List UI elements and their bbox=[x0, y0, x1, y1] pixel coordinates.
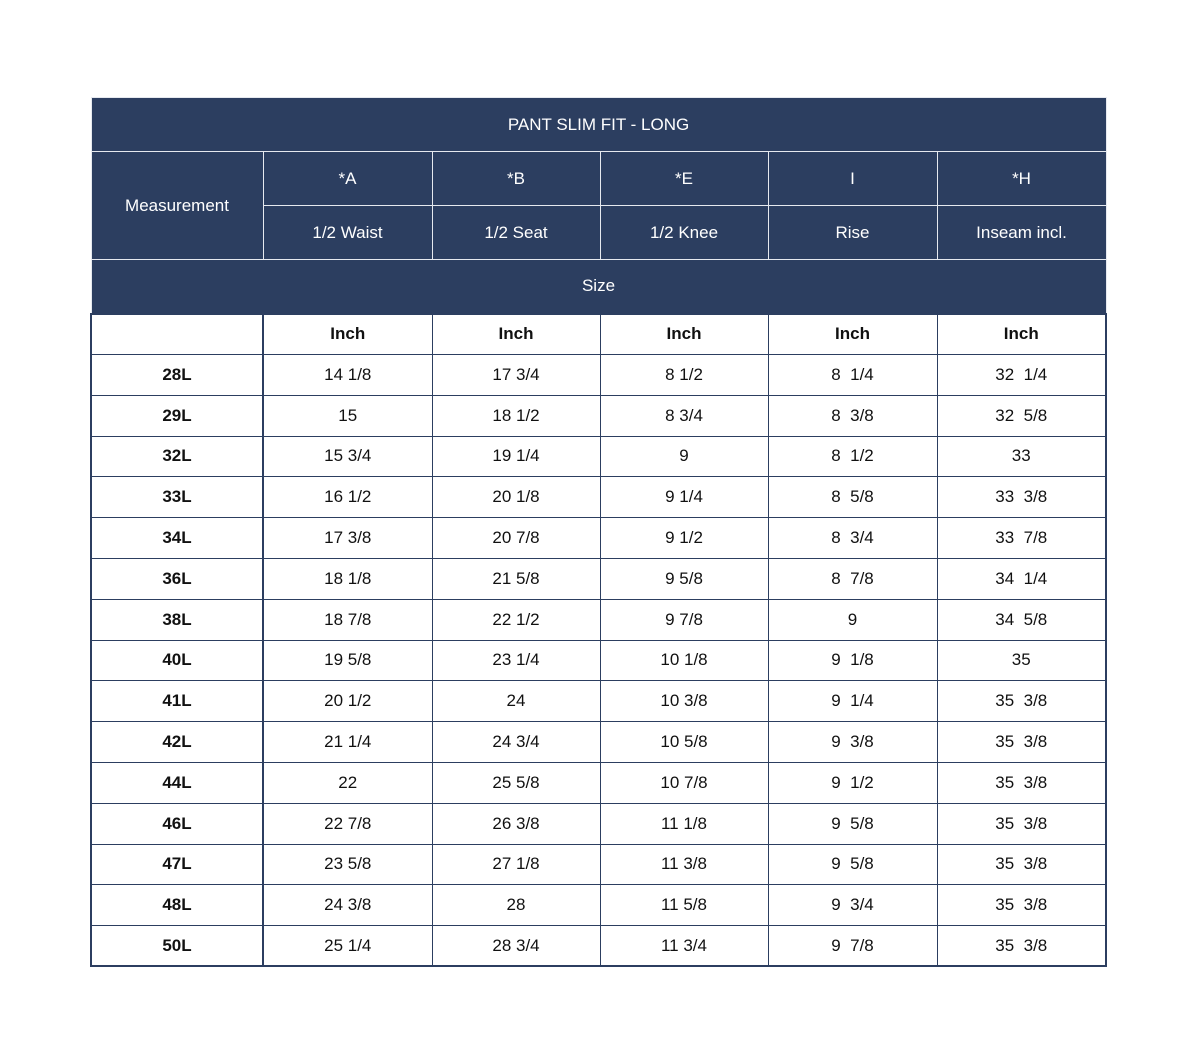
value-cell: 25 5/8 bbox=[432, 762, 600, 803]
table-row bbox=[91, 722, 1106, 763]
value-cell: 33 bbox=[937, 436, 1106, 477]
value-cell: 17 3/8 bbox=[263, 518, 432, 559]
unit-blank-cell bbox=[91, 314, 263, 355]
table-row bbox=[91, 355, 1106, 396]
unit-row bbox=[91, 314, 1106, 355]
size-cell: 40L bbox=[91, 640, 263, 681]
value-cell: 26 3/8 bbox=[432, 803, 600, 844]
value-cell: 8 7/8 bbox=[768, 558, 937, 599]
table-body bbox=[91, 355, 1106, 967]
value-cell: 35 3/8 bbox=[937, 926, 1106, 967]
value-cell: 19 5/8 bbox=[263, 640, 432, 681]
value-cell: 8 3/8 bbox=[768, 395, 937, 436]
table-row bbox=[91, 395, 1106, 436]
table-row bbox=[91, 436, 1106, 477]
value-cell: 18 1/8 bbox=[263, 558, 432, 599]
value-cell: 18 7/8 bbox=[263, 599, 432, 640]
table-row bbox=[91, 599, 1106, 640]
unit-cell: Inch bbox=[432, 314, 600, 355]
value-cell: 9 1/2 bbox=[600, 518, 768, 559]
value-cell: 23 5/8 bbox=[263, 844, 432, 885]
value-cell: 17 3/4 bbox=[432, 355, 600, 396]
value-cell: 8 1/4 bbox=[768, 355, 937, 396]
column-name: 1/2 Seat bbox=[432, 206, 600, 260]
value-cell: 21 1/4 bbox=[263, 722, 432, 763]
column-letter: *B bbox=[432, 152, 600, 206]
value-cell: 9 1/2 bbox=[768, 762, 937, 803]
value-cell: 8 3/4 bbox=[600, 395, 768, 436]
size-cell: 44L bbox=[91, 762, 263, 803]
value-cell: 35 3/8 bbox=[937, 681, 1106, 722]
value-cell: 35 3/8 bbox=[937, 762, 1106, 803]
value-cell: 22 7/8 bbox=[263, 803, 432, 844]
value-cell: 34 1/4 bbox=[937, 558, 1106, 599]
table-row bbox=[91, 640, 1106, 681]
value-cell: 25 1/4 bbox=[263, 926, 432, 967]
value-cell: 8 3/4 bbox=[768, 518, 937, 559]
value-cell: 33 3/8 bbox=[937, 477, 1106, 518]
column-name: 1/2 Waist bbox=[263, 206, 432, 260]
value-cell: 35 3/8 bbox=[937, 803, 1106, 844]
value-cell: 9 bbox=[768, 599, 937, 640]
value-cell: 9 1/8 bbox=[768, 640, 937, 681]
value-cell: 9 bbox=[600, 436, 768, 477]
column-letter-row bbox=[91, 152, 1106, 206]
value-cell: 10 5/8 bbox=[600, 722, 768, 763]
table-row bbox=[91, 558, 1106, 599]
value-cell: 9 7/8 bbox=[768, 926, 937, 967]
column-letter: I bbox=[768, 152, 937, 206]
value-cell: 35 bbox=[937, 640, 1106, 681]
value-cell: 11 1/8 bbox=[600, 803, 768, 844]
size-cell: 50L bbox=[91, 926, 263, 967]
value-cell: 23 1/4 bbox=[432, 640, 600, 681]
table-row bbox=[91, 518, 1106, 559]
value-cell: 24 3/4 bbox=[432, 722, 600, 763]
size-cell: 32L bbox=[91, 436, 263, 477]
column-name: Inseam incl. bbox=[937, 206, 1106, 260]
unit-cell: Inch bbox=[263, 314, 432, 355]
column-letter: *A bbox=[263, 152, 432, 206]
size-label: Size bbox=[91, 260, 1106, 314]
unit-cell: Inch bbox=[768, 314, 937, 355]
value-cell: 32 5/8 bbox=[937, 395, 1106, 436]
size-cell: 38L bbox=[91, 599, 263, 640]
value-cell: 33 7/8 bbox=[937, 518, 1106, 559]
value-cell: 19 1/4 bbox=[432, 436, 600, 477]
value-cell: 32 1/4 bbox=[937, 355, 1106, 396]
size-chart-table bbox=[90, 97, 1107, 967]
value-cell: 10 1/8 bbox=[600, 640, 768, 681]
value-cell: 9 5/8 bbox=[768, 844, 937, 885]
value-cell: 35 3/8 bbox=[937, 844, 1106, 885]
value-cell: 10 3/8 bbox=[600, 681, 768, 722]
value-cell: 8 5/8 bbox=[768, 477, 937, 518]
size-cell: 36L bbox=[91, 558, 263, 599]
value-cell: 34 5/8 bbox=[937, 599, 1106, 640]
value-cell: 22 1/2 bbox=[432, 599, 600, 640]
value-cell: 9 3/4 bbox=[768, 885, 937, 926]
size-cell: 34L bbox=[91, 518, 263, 559]
value-cell: 11 3/8 bbox=[600, 844, 768, 885]
value-cell: 11 3/4 bbox=[600, 926, 768, 967]
unit-cell: Inch bbox=[937, 314, 1106, 355]
table-title-row bbox=[91, 98, 1106, 152]
table-row bbox=[91, 803, 1106, 844]
value-cell: 21 5/8 bbox=[432, 558, 600, 599]
value-cell: 9 7/8 bbox=[600, 599, 768, 640]
value-cell: 20 1/8 bbox=[432, 477, 600, 518]
value-cell: 28 bbox=[432, 885, 600, 926]
value-cell: 27 1/8 bbox=[432, 844, 600, 885]
value-cell: 9 3/8 bbox=[768, 722, 937, 763]
value-cell: 18 1/2 bbox=[432, 395, 600, 436]
value-cell: 8 1/2 bbox=[768, 436, 937, 477]
table-row bbox=[91, 844, 1106, 885]
table-row bbox=[91, 477, 1106, 518]
value-cell: 14 1/8 bbox=[263, 355, 432, 396]
value-cell: 10 7/8 bbox=[600, 762, 768, 803]
value-cell: 8 1/2 bbox=[600, 355, 768, 396]
value-cell: 28 3/4 bbox=[432, 926, 600, 967]
value-cell: 9 5/8 bbox=[768, 803, 937, 844]
value-cell: 35 3/8 bbox=[937, 885, 1106, 926]
unit-cell: Inch bbox=[600, 314, 768, 355]
size-cell: 41L bbox=[91, 681, 263, 722]
value-cell: 20 1/2 bbox=[263, 681, 432, 722]
size-cell: 46L bbox=[91, 803, 263, 844]
size-cell: 28L bbox=[91, 355, 263, 396]
value-cell: 24 3/8 bbox=[263, 885, 432, 926]
value-cell: 20 7/8 bbox=[432, 518, 600, 559]
table-row bbox=[91, 762, 1106, 803]
measurement-label: Measurement bbox=[91, 152, 263, 260]
size-cell: 48L bbox=[91, 885, 263, 926]
column-letter: *H bbox=[937, 152, 1106, 206]
table-row bbox=[91, 885, 1106, 926]
value-cell: 35 3/8 bbox=[937, 722, 1106, 763]
value-cell: 11 5/8 bbox=[600, 885, 768, 926]
value-cell: 15 bbox=[263, 395, 432, 436]
size-cell: 42L bbox=[91, 722, 263, 763]
size-label-row bbox=[91, 260, 1106, 314]
table-title: PANT SLIM FIT - LONG bbox=[91, 98, 1106, 152]
size-cell: 33L bbox=[91, 477, 263, 518]
value-cell: 22 bbox=[263, 762, 432, 803]
table-row bbox=[91, 681, 1106, 722]
value-cell: 24 bbox=[432, 681, 600, 722]
column-name: Rise bbox=[768, 206, 937, 260]
size-cell: 29L bbox=[91, 395, 263, 436]
value-cell: 9 5/8 bbox=[600, 558, 768, 599]
table-row bbox=[91, 926, 1106, 967]
value-cell: 16 1/2 bbox=[263, 477, 432, 518]
column-letter: *E bbox=[600, 152, 768, 206]
value-cell: 9 1/4 bbox=[768, 681, 937, 722]
size-cell: 47L bbox=[91, 844, 263, 885]
column-name: 1/2 Knee bbox=[600, 206, 768, 260]
value-cell: 15 3/4 bbox=[263, 436, 432, 477]
value-cell: 9 1/4 bbox=[600, 477, 768, 518]
